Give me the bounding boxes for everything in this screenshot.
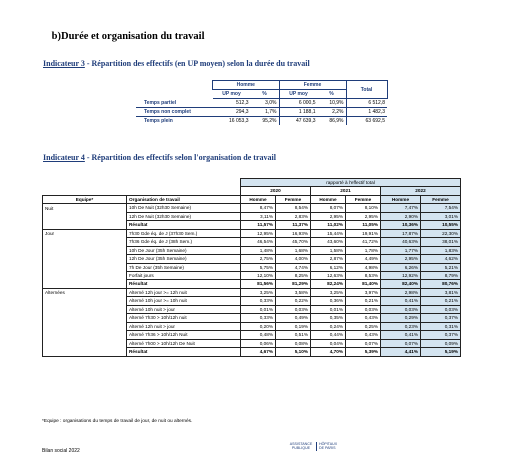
cell: 0,19%: [276, 322, 311, 330]
cell: 3,97%: [346, 288, 381, 296]
cell: 0,21%: [421, 297, 461, 305]
cell: 2,87%: [311, 255, 346, 263]
cell: 0,08%: [276, 339, 311, 347]
cell: 5,21%: [421, 263, 461, 271]
row-label: 10h De Jour (35h Semaine): [127, 246, 241, 254]
cell: 0,22%: [276, 297, 311, 305]
col-sub-header: Homme: [241, 195, 276, 203]
cell: 4,70%: [311, 348, 346, 356]
row-label: 12h De Nuit (32h30 Semaine): [127, 212, 241, 220]
cell: 4,74%: [276, 263, 311, 271]
logo-text-right: [319, 442, 337, 450]
equipe-cell: [43, 221, 127, 229]
cell: 15,44%: [311, 229, 346, 237]
table-row: [43, 263, 461, 271]
row-label: Alterné 7h36 > 10h/12h Nuit: [127, 331, 241, 339]
row-label: Alterné 12h nuit > jour: [127, 322, 241, 330]
cell: 81,40%: [346, 280, 381, 288]
cell: 0,21%: [346, 297, 381, 305]
cell: 294,3: [213, 108, 251, 117]
cell: 19,91%: [346, 229, 381, 237]
cell: 8,07%: [311, 204, 346, 212]
equipe-cell: Alternées: [43, 288, 127, 296]
cell: 0,07%: [346, 339, 381, 347]
cell: 6 000,5: [279, 99, 318, 108]
cell: 1,58%: [311, 246, 346, 254]
cell: 81,56%: [241, 280, 276, 288]
logo-line: HÔPITAUX: [319, 442, 338, 446]
cell: 3,01%: [421, 212, 461, 220]
table-row: [43, 255, 461, 263]
table-row: [43, 339, 461, 347]
cell: 82,40%: [381, 280, 421, 288]
organisation-table: [42, 178, 461, 357]
row-label: 10h De Nuit (32h30 Semaine): [127, 204, 241, 212]
table-row: [136, 108, 387, 117]
equipe-cell: [43, 280, 127, 288]
cell: 2,98%: [381, 288, 421, 296]
cell: 40,63%: [381, 238, 421, 246]
cell: 0,01%: [241, 305, 276, 313]
cell: 0,49%: [276, 314, 311, 322]
cell: 0,43%: [346, 331, 381, 339]
row-label: Alterné 10h nuit > jour: [127, 305, 241, 313]
cell: 5,19%: [421, 348, 461, 356]
cell: 2,95%: [346, 212, 381, 220]
table1-group-femme: Femme: [279, 81, 346, 90]
section-letter: b): [51, 31, 61, 42]
table-row: [43, 238, 461, 246]
equipe-cell: [43, 339, 127, 347]
cell: 81,29%: [276, 280, 311, 288]
table-row: [136, 99, 387, 108]
cell: 2,75%: [241, 255, 276, 263]
equipe-cell: [43, 246, 127, 254]
cell: 5,39%: [346, 348, 381, 356]
cell: 4,67%: [241, 348, 276, 356]
equipe-cell: [43, 238, 127, 246]
cell: 4,41%: [381, 348, 421, 356]
row-label: 7h30 Gde éq. de J (37h30 Sem.): [127, 229, 241, 237]
cell: 6,12%: [311, 263, 346, 271]
table-row: [43, 212, 461, 220]
table-row: [43, 204, 461, 212]
cell: 0,01%: [311, 305, 346, 313]
table1-subheader: UP moy: [279, 90, 318, 99]
cell: 7,47%: [381, 204, 421, 212]
cell: 95,2%: [251, 117, 280, 126]
cell: 43,60%: [311, 238, 346, 246]
result-row: [43, 221, 461, 229]
cell: 11,05%: [346, 221, 381, 229]
table-row: [43, 322, 461, 330]
row-label: 7h36 Gde éq. de J (38h Sem.): [127, 238, 241, 246]
table1-subheader: UP moy: [213, 90, 251, 99]
indicator4-title: - Répartition des effectifs selon l'organisation de travail: [84, 153, 276, 162]
col-equipe-header: Equipe*: [43, 195, 127, 203]
equipe-cell: [43, 263, 127, 271]
table1-group-total: Total: [346, 81, 387, 99]
cell: 0,29%: [381, 314, 421, 322]
equipe-cell: [43, 322, 127, 330]
table-row: [43, 305, 461, 313]
year-2020-header: 2020: [241, 187, 311, 195]
row-label: Temps partiel: [136, 99, 213, 108]
table-row: [43, 331, 461, 339]
cell: 8,47%: [241, 204, 276, 212]
cell: 16,93%: [276, 229, 311, 237]
section-title-text: Durée et organisation du travail: [61, 31, 205, 42]
cell: 4,62%: [421, 255, 461, 263]
equipe-cell: [43, 314, 127, 322]
cell: 5,10%: [276, 348, 311, 356]
cell: 5,75%: [241, 263, 276, 271]
row-label: Forfait jours: [127, 271, 241, 279]
logo-line: ASSISTANCE: [289, 442, 313, 446]
cell: 10,36%: [381, 221, 421, 229]
cell: 0,03%: [346, 305, 381, 313]
cell: 47 639,3: [296, 118, 316, 124]
indicator3-title: - Répartition des effectifs (en UP moyen) selon la durée du travail: [84, 59, 310, 68]
row-label: Alterné 10h jour >= 10h nuit: [127, 297, 241, 305]
cell: 3,81%: [421, 288, 461, 296]
equipe-cell: [43, 255, 127, 263]
cell: 1,77%: [381, 246, 421, 254]
cell: 1,83%: [421, 246, 461, 254]
cell: 1,48%: [241, 246, 276, 254]
cell: 8,79%: [421, 271, 461, 279]
cell: 45,70%: [276, 238, 311, 246]
cell: 0,03%: [276, 305, 311, 313]
logo-line: DE PARIS: [319, 446, 336, 450]
cell: 41,72%: [346, 238, 381, 246]
cell: 3,25%: [241, 288, 276, 296]
indicator4-label: Indicateur 4: [43, 153, 85, 162]
cell: 7,54%: [421, 204, 461, 212]
cell: 4,98%: [346, 263, 381, 271]
row-label: 7h De Jour (35h Semaine): [127, 263, 241, 271]
table1-subheader: %: [251, 90, 280, 99]
cell: 0,23%: [381, 322, 421, 330]
result-row: [43, 348, 461, 356]
cell: 12,10%: [241, 271, 276, 279]
cell: 11,02%: [311, 221, 346, 229]
cell: 16 053,3: [229, 118, 249, 124]
cell: 3,0%: [251, 99, 280, 108]
equipe-cell: Jour: [43, 229, 127, 237]
cell: 10,55%: [421, 221, 461, 229]
cell: 82,24%: [311, 280, 346, 288]
cell: 3,11%: [241, 212, 276, 220]
cell: 10,9%: [318, 99, 347, 108]
cell: 63 692,5: [365, 118, 385, 124]
cell: 2,2%: [318, 108, 347, 117]
cell: 12,63%: [311, 271, 346, 279]
cell: 0,24%: [311, 322, 346, 330]
table-row: [43, 246, 461, 254]
result-label: Résultat: [127, 280, 241, 288]
cell: 2,95%: [381, 255, 421, 263]
equipe-cell: Nuit: [43, 204, 127, 212]
cell: 6,26%: [381, 263, 421, 271]
result-row: [43, 280, 461, 288]
col-sub-header: Homme: [311, 195, 346, 203]
equipe-cell: [43, 212, 127, 220]
cell: 0,37%: [421, 314, 461, 322]
cell: 3,58%: [276, 288, 311, 296]
cell: 1,78%: [346, 246, 381, 254]
cell: 0,43%: [346, 314, 381, 322]
equipe-cell: [43, 271, 127, 279]
table2-body: [43, 204, 461, 356]
row-label: Temps plein: [144, 118, 173, 124]
equipe-cell: [43, 331, 127, 339]
cell: 0,48%: [241, 331, 276, 339]
equipe-cell: [43, 297, 127, 305]
footer-text: Bilan social 2022: [42, 448, 80, 454]
aphp-logo: [287, 442, 349, 456]
equipe-cell: [43, 305, 127, 313]
cell: 1,68%: [276, 246, 311, 254]
col-sub-header: Femme: [276, 195, 311, 203]
logo-divider: [316, 442, 317, 451]
table-row: [43, 314, 461, 322]
row-label: Alterné 12h jour >= 12h nuit: [127, 288, 241, 296]
cell: 6 512,8: [346, 99, 387, 108]
cell: 0,07%: [381, 339, 421, 347]
cell: 2,83%: [276, 212, 311, 220]
cell: 0,36%: [311, 297, 346, 305]
cell: 2,90%: [381, 212, 421, 220]
cell: 11,57%: [241, 221, 276, 229]
cell: 8,53%: [346, 271, 381, 279]
indicator4-heading: [43, 153, 276, 162]
cell: 12,95%: [241, 229, 276, 237]
table-row: [43, 229, 461, 237]
indicator3-label: Indicateur 3: [43, 59, 85, 68]
logo-text-left: [287, 442, 315, 450]
table-row: [136, 117, 387, 126]
cell: 1 188,1: [279, 108, 318, 117]
cell: 0,41%: [381, 297, 421, 305]
cell: 0,03%: [421, 305, 461, 313]
table-row: [43, 297, 461, 305]
cell: 0,06%: [241, 339, 276, 347]
indicator3-heading: [43, 59, 310, 68]
cell: 0,33%: [241, 314, 276, 322]
cell: 12,92%: [381, 271, 421, 279]
row-label: 12h De Jour (35h Semaine): [127, 255, 241, 263]
cell: 17,87%: [381, 229, 421, 237]
cell: 86,9%: [318, 117, 347, 126]
cell: 0,03%: [381, 305, 421, 313]
row-label: Alterné 7h00 > 10h/12h De Nuit: [127, 339, 241, 347]
col-sub-header: Femme: [421, 195, 461, 203]
cell: 0,09%: [421, 339, 461, 347]
col-sub-header: Femme: [346, 195, 381, 203]
cell: 0,20%: [241, 322, 276, 330]
cell: 0,51%: [276, 331, 311, 339]
row-label: Alterné 7h30 > 10h/12h nuit: [127, 314, 241, 322]
result-label: Résultat: [127, 348, 241, 356]
table1-subheader: %: [318, 90, 347, 99]
cell: 0,33%: [241, 297, 276, 305]
cell: 2,95%: [311, 212, 346, 220]
section-title: [43, 31, 205, 42]
cell: 0,04%: [311, 339, 346, 347]
duration-table: [136, 80, 388, 125]
equipe-cell: [43, 348, 127, 356]
result-label: Résultat: [127, 221, 241, 229]
row-label: Temps non complet: [136, 108, 213, 117]
cell: 22,30%: [421, 229, 461, 237]
cell: 8,10%: [346, 204, 381, 212]
cell: 8,54%: [276, 204, 311, 212]
table-row: [43, 288, 461, 296]
cell: 11,37%: [276, 221, 311, 229]
col-org-header: Organisation de travail: [127, 195, 241, 203]
cell: 0,35%: [311, 314, 346, 322]
col-sub-header: Homme: [381, 195, 421, 203]
cell: 80,76%: [421, 280, 461, 288]
cell: 0,37%: [421, 331, 461, 339]
year-2022-header: 2022: [381, 187, 461, 195]
cell: 8,25%: [276, 271, 311, 279]
cell: 3,25%: [311, 288, 346, 296]
cell: 1 482,3: [346, 108, 387, 117]
year-2021-header: 2021: [311, 187, 381, 195]
cell: 0,31%: [421, 322, 461, 330]
cell: 0,41%: [381, 331, 421, 339]
footnote: *Equipe : organisations du temps de travail de jour, de nuit ou alternés.: [42, 419, 193, 424]
logo-line: PUBLIQUE: [291, 446, 311, 450]
cell: 38,01%: [421, 238, 461, 246]
cell: 4,00%: [276, 255, 311, 263]
table1-group-homme: Homme: [213, 81, 280, 90]
cell: 0,25%: [346, 322, 381, 330]
cell: 0,44%: [311, 331, 346, 339]
table-row: [43, 271, 461, 279]
cell: 1,7%: [251, 108, 280, 117]
cell: 4,49%: [346, 255, 381, 263]
table2-top-header: rapporté à l'effectif total: [241, 179, 461, 187]
cell: 46,54%: [241, 238, 276, 246]
cell: 512,3: [213, 99, 251, 108]
